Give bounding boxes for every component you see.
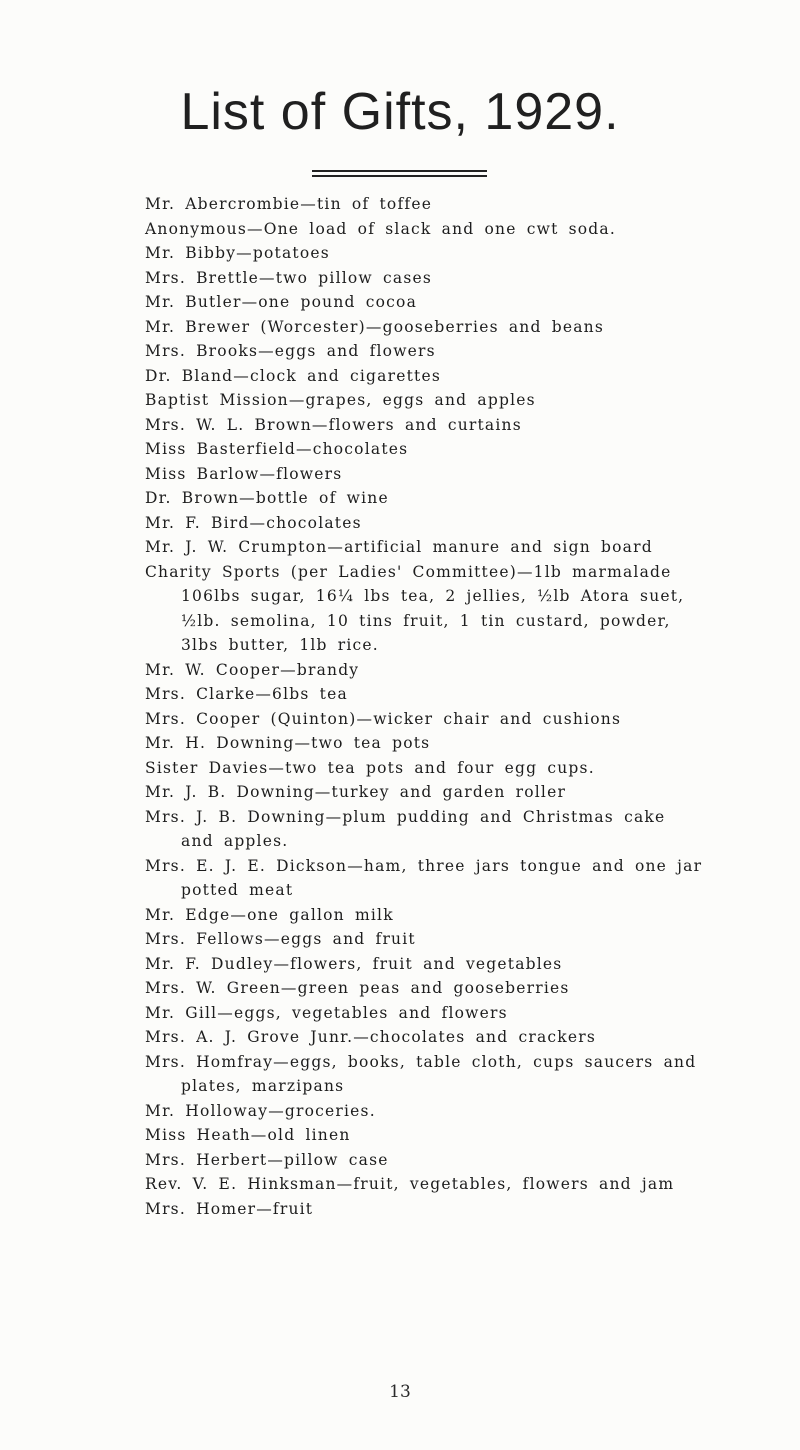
gift-entry: Mr. Edge—one gallon milk (145, 905, 394, 924)
gift-entry: Mrs. Cooper (Quinton)—wicker chair and cushions (145, 709, 622, 728)
gift-entry: Mrs. Brettle—two pillow cases (145, 268, 433, 287)
gift-entry: Mrs. Clarke—6lbs tea (145, 685, 348, 703)
gift-entry: Mr. Abercrombie—tin of toffee (145, 195, 433, 213)
gift-entry: Mrs. A. J. Grove Junr.—chocolates and crackers (145, 1028, 596, 1046)
gift-entry: Mr. J. B. Downing—turkey and garden roller (145, 783, 567, 801)
gift-entry: Rev. V. E. Hinksman—fruit, vegetables, flowers and jam (145, 1175, 675, 1193)
gift-entry: Mrs. Homfray—eggs, books, table cloth, cups saucers and plates, marzipans (145, 1052, 697, 1095)
gift-entry: Mr. J. W. Crumpton—artificial manure and sign board (145, 538, 653, 556)
page-number: 13 (389, 1382, 411, 1402)
gift-entry: Mr. Butler—one pound cocoa (145, 293, 418, 311)
gift-entry: Charity Sports (per Ladies' Committee)—1lb marmalade 106lbs sugar, 16¼ lbs tea, 2 jellies, ½lb Atora suet, ½lb. semolina, 10 tins fruit, 1 tin custard, powder, 3lbs butter, 1lb rice. (145, 562, 685, 654)
gift-entry: Mr. W. Cooper—brandy (145, 660, 360, 679)
gift-entry: Mr. F. Dudley—flowers, fruit and vegetables (145, 954, 563, 973)
gift-entry: Anonymous—One load of slack and one cwt soda. (145, 219, 616, 238)
page-title: List of Gifts, 1929. (180, 83, 620, 141)
gift-entry: Mr. Bibby—potatoes (145, 244, 330, 262)
gift-entry: Mrs. J. B. Downing—plum pudding and Christmas cake and apples. (145, 807, 666, 850)
gift-entry: Miss Barlow—flowers (145, 464, 343, 483)
gift-entry: Mr. F. Bird—chocolates (145, 513, 362, 532)
title-rule-lower (312, 175, 487, 177)
title-rule-upper (312, 170, 487, 172)
gift-entry: Mrs. Herbert—pillow case (145, 1150, 389, 1169)
gift-list (0, 192, 706, 1221)
gift-entry: Dr. Brown—bottle of wine (145, 489, 389, 507)
gift-entry: Mrs. Homer—fruit (145, 1199, 314, 1218)
gift-entry: Mrs. Fellows—eggs and fruit (145, 930, 416, 948)
gift-entry: Baptist Mission—grapes, eggs and apples (145, 391, 536, 409)
gift-entry: Sister Davies—two tea pots and four egg cups. (145, 758, 595, 777)
gift-entry: Mr. Gill—eggs, vegetables and flowers (145, 1003, 508, 1022)
gift-entry: Miss Heath—old linen (145, 1126, 351, 1144)
gift-entry: Miss Basterfield—chocolates (145, 440, 409, 458)
gift-entry: Dr. Bland—clock and cigarettes (145, 366, 441, 385)
gift-entry: Mrs. E. J. E. Dickson—ham, three jars tongue and one jar potted meat (145, 856, 703, 899)
gift-entry: Mr. Brewer (Worcester)—gooseberries and beans (145, 317, 604, 336)
gift-entry: Mrs. W. L. Brown—flowers and curtains (145, 415, 522, 434)
gift-entry: Mrs. W. Green—green peas and gooseberries (145, 979, 570, 997)
gift-entry: Mr. Holloway—groceries. (145, 1101, 376, 1120)
gift-entry: Mrs. Brooks—eggs and flowers (145, 342, 436, 360)
gift-entry: Mr. H. Downing—two tea pots (145, 734, 431, 752)
